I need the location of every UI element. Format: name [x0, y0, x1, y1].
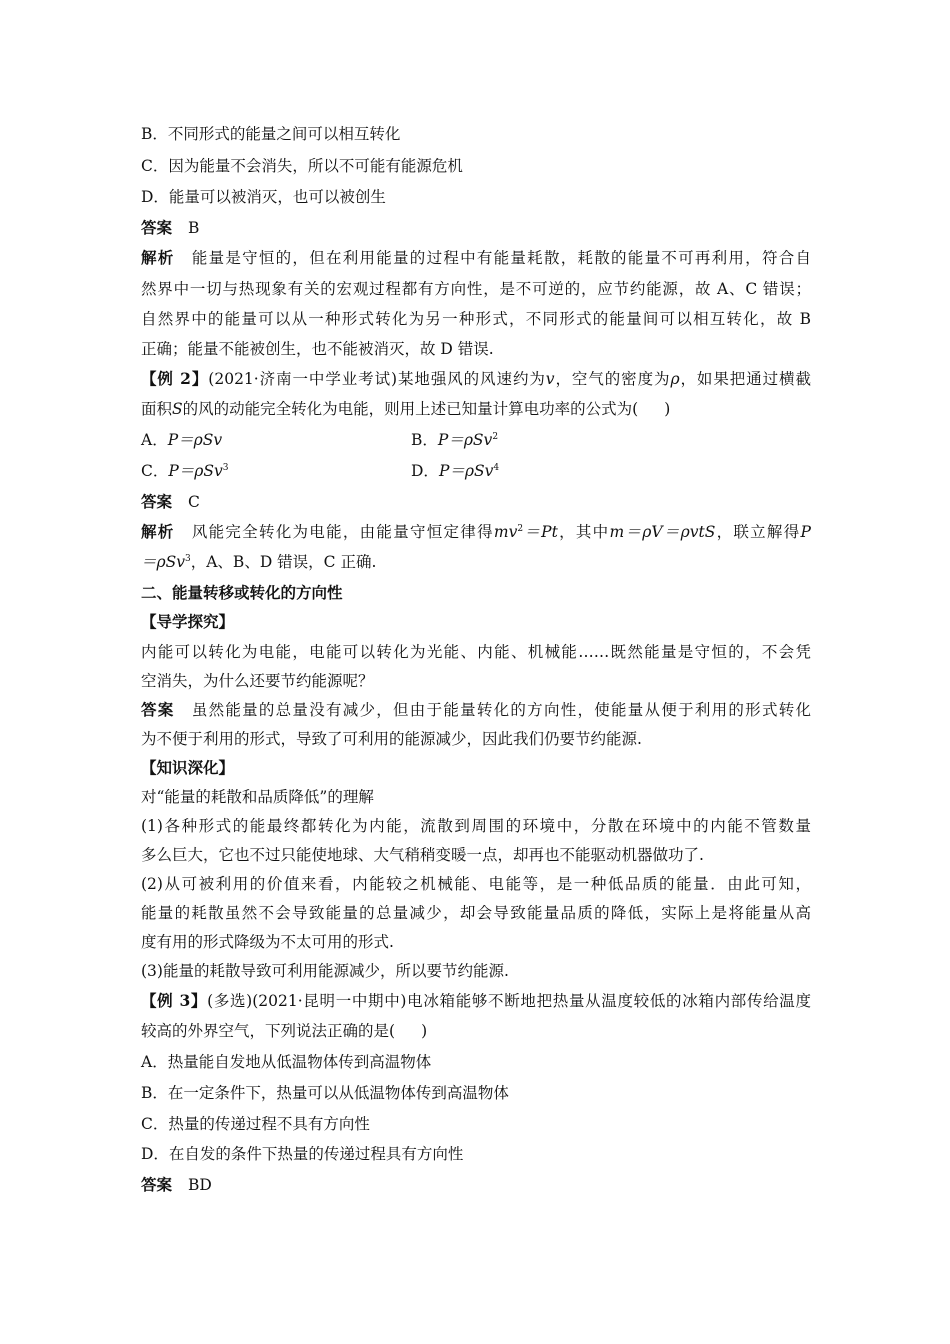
guide-line-1: 内能可以转化为电能，电能可以转化为光能、内能、机械能……既然能量是守恒的，不会凭: [141, 643, 811, 661]
example-2-label: 【例 2】: [141, 369, 209, 388]
knowledge-point-1a: (1)各种形式的能最终都转化为内能，流散到周围的环境中，分散在环境中的内能不管数量: [141, 817, 811, 835]
answer-value: B: [188, 219, 200, 237]
knowledge-heading: 【知识深化】: [141, 758, 235, 777]
q3-stem-line-2: 较高的外界空气，下列说法正确的是( ): [141, 1022, 428, 1040]
q1-option-c: C．因为能量不会消失，所以不可能有能源危机: [141, 157, 463, 175]
q3-option-d: D．在自发的条件下热量的传递过程具有方向性: [141, 1145, 464, 1163]
knowledge-point-3: (3)能量的耗散导致可利用能源减少，所以要节约能源.: [141, 962, 509, 980]
knowledge-intro: 对“能量的耗散和品质降低”的理解: [141, 788, 374, 806]
q1-analysis-line-3: 自然界中的能量可以从一种形式转化为另一种形式，不同形式的能量间可以相互转化，故 B: [141, 310, 811, 328]
q1-answer: [141, 218, 199, 238]
q3-option-b: B．在一定条件下，热量可以从低温物体传到高温物体: [141, 1084, 509, 1102]
analysis-label: 解析: [141, 248, 175, 267]
q1-option-d: D．能量可以被消灭，也可以被创生: [141, 188, 386, 206]
q1-analysis-line-1: 解析 能量是守恒的，但在利用能量的过程中有能量耗散，耗散的能量不可再利用，符合自: [141, 248, 811, 267]
q2-option-b: B．P＝ρSv$^2$: [411, 431, 499, 449]
q3-answer: [141, 1175, 212, 1195]
q2-option-a: A．P＝ρSv: [141, 431, 223, 449]
q1-analysis-line-2: 然界中一切与热现象有关的宏观过程都有方向性，是不可逆的，应节约能源，故 A、C 错误；: [141, 280, 811, 298]
answer-label: 答案: [141, 700, 175, 719]
analysis-label: 解析: [141, 522, 175, 541]
knowledge-point-1b: 多么巨大，它也不过只能使地球、大气稍稍变暖一点，却再也不能驱动机器做功了.: [141, 846, 704, 864]
q1-option-b: B．不同形式的能量之间可以相互转化: [141, 125, 401, 143]
q2-analysis-line-1: 解析 风能完全转化为电能，由能量守恒定律得$mv^2=Pt$，其中m＝ρV＝ρvtS，联立解得P: [141, 522, 811, 541]
section-2-title: 二、能量转移或转化的方向性: [141, 583, 343, 602]
answer-label: 答案: [141, 218, 173, 237]
q1-analysis-line-4: 正确；能量不能被创生，也不能被消灭，故 D 错误.: [141, 340, 494, 358]
guide-line-2: 空消失，为什么还要节约能源呢？: [141, 672, 374, 690]
q3-option-a: A．热量能自发地从低温物体传到高温物体: [141, 1053, 432, 1071]
q3-option-c: C．热量的传递过程不具有方向性: [141, 1115, 370, 1133]
knowledge-point-2b: 能量的耗散虽然不会导致能量的总量减少，却会导致能量品质的降低，实际上是将能量从高: [141, 904, 811, 922]
answer-value: BD: [188, 1176, 212, 1194]
answer-label: 答案: [141, 1175, 173, 1194]
q2-option-c: C．P＝ρSv$^3$: [141, 462, 229, 480]
q2-stem-line-2: 面积S的风的动能完全转化为电能，则用上述已知量计算电功率的公式为( ): [141, 400, 671, 418]
answer-value: C: [188, 493, 200, 511]
answer-label: 答案: [141, 492, 173, 511]
guide-heading: 【导学探究】: [141, 612, 235, 631]
guide-answer-line-1: 答案 虽然能量的总量没有减少，但由于能量转化的方向性，使能量从便于利用的形式转化: [141, 700, 811, 719]
q2-option-d: D．P＝ρSv$^4$: [411, 462, 500, 480]
knowledge-point-2c: 度有用的形式降级为不太可用的形式.: [141, 933, 394, 951]
example-3-label: 【例 3】: [141, 991, 208, 1010]
q2-stem-line-1: 【例 2】(2021·济南一中学业考试)某地强风的风速约为v，空气的密度为ρ，如果把通过横截: [141, 369, 811, 388]
guide-answer-line-2: 为不便于利用的形式，导致了可利用的能源减少，因此我们仍要节约能源.: [141, 730, 642, 748]
q3-stem-line-1: 【例 3】(多选)(2021·昆明一中期中)电冰箱能够不断地把热量从温度较低的冰箱内部传给温度: [141, 991, 811, 1010]
q2-analysis-line-2: ＝ρSv$^3$，A、B、D 错误，C 正确.: [141, 553, 377, 571]
knowledge-point-2a: (2)从可被利用的价值来看，内能较之机械能、电能等，是一种低品质的能量．由此可知，: [141, 875, 811, 893]
q2-answer: [141, 492, 200, 512]
